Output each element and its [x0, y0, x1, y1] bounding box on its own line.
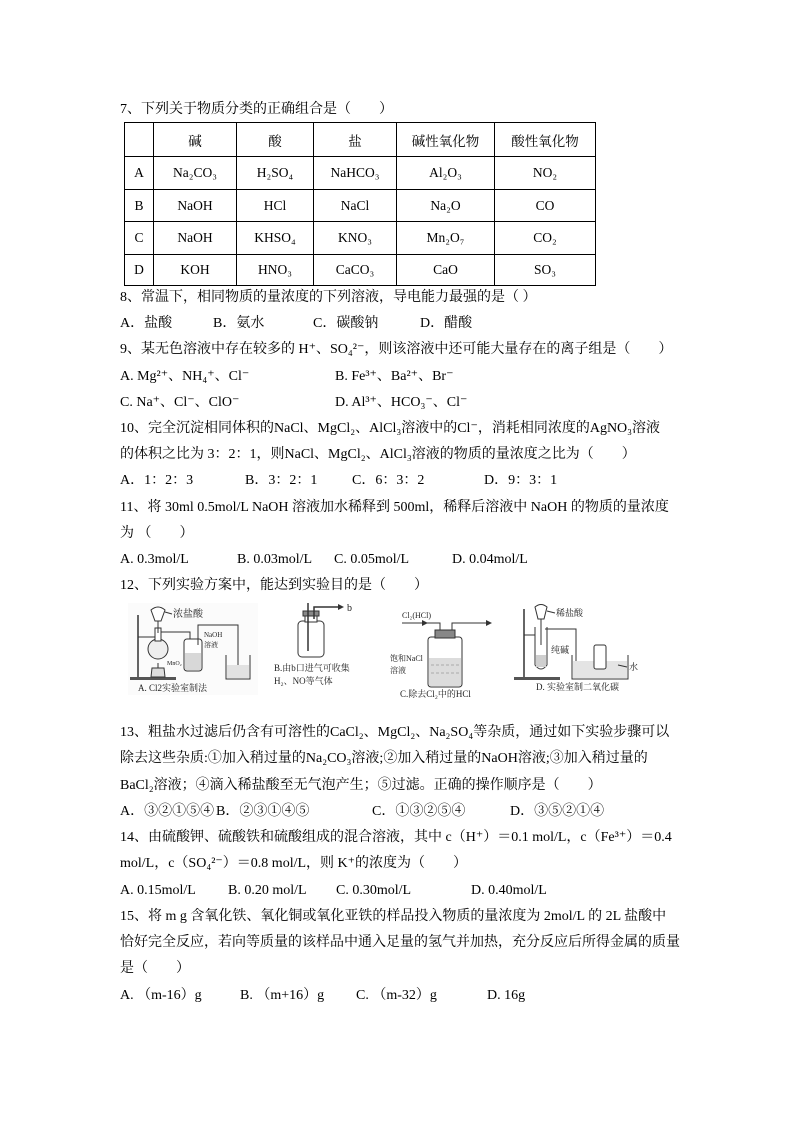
q13-line-3: BaCl₂溶液；④滴入稀盐酸至无气泡产生；⑤过滤。正确的操作顺序是（ ） [120, 778, 602, 793]
funnel-leader-line [547, 611, 555, 613]
q8-option-c: C．碳酸钠 [313, 316, 379, 331]
funnel-label: 稀盐酸 [556, 608, 584, 618]
figure-b-caption-line-1: B.由b口进气可收集 [274, 663, 350, 673]
q8-option-a: A．盐酸 [120, 316, 173, 331]
figure-a-caption: A. Cl2实验室制法 [138, 683, 208, 693]
q10-option-c: C．6：3：2 [352, 473, 425, 488]
figure-c-caption: C.除去Cl₂中的HCl [400, 689, 471, 699]
table-header-row [125, 123, 596, 157]
q8-stem: 8、常温下，相同物质的量浓度的下列溶液，导电能力最强的是（ ） [120, 290, 537, 305]
q13-option-b: B．②③①④⑤ [216, 804, 310, 819]
separatory-funnel [535, 605, 547, 620]
liquid-label-line-2: 溶液 [390, 666, 406, 675]
saturated-nacl-solution [429, 658, 461, 686]
q15-line-2: 恰好完全反应，若向等质量的该样品中通入足量的氢气并加热，充分反应后所得金属的质量 [120, 935, 680, 950]
table-cell: HNO₃ [237, 255, 314, 286]
q12-stem: 12、下列实验方案中，能达到实验目的是（ ） [120, 578, 428, 593]
figure-b-apparatus [270, 603, 375, 693]
q15-line-3: 是（ ） [120, 961, 190, 976]
table-cell: H₂SO₄ [237, 157, 314, 190]
q15-option-c: C. （m-32）g [356, 988, 437, 1003]
outlet-tube [452, 623, 486, 635]
row-label: D [125, 255, 154, 286]
q9-option-b: B. Fe³⁺、Ba²⁺、Br⁻ [335, 369, 454, 384]
q7-stem: 7、下列关于物质分类的正确组合是（ ） [120, 102, 393, 117]
q10-option-d: D．9：3：1 [484, 473, 558, 488]
classification-table [124, 122, 596, 286]
table-cell: NaCl [314, 190, 397, 222]
q10-line-1: 10、完全沉淀相同体积的NaCl、MgCl₂、AlCl₃溶液中的Cl⁻，消耗相同浓度的AgNO₃溶液 [120, 421, 661, 436]
q15-option-a: A. （m-16）g [120, 988, 202, 1003]
funnel-label: 浓盐酸 [173, 609, 203, 620]
figure-d-caption: D. 实验室制二氧化碳 [536, 682, 619, 692]
rubber-stopper [303, 611, 319, 616]
q13-option-a: A．③②①⑤④ [120, 804, 215, 819]
q11-line-2: 为 （ ） [120, 526, 194, 541]
q9-option-a: A. Mg²⁺、NH₄⁺、Cl⁻ [120, 369, 250, 384]
q8-option-d: D．醋酸 [420, 316, 473, 331]
table-header-blank [125, 123, 154, 157]
figure-d-apparatus [508, 603, 643, 693]
collecting-tube [594, 645, 606, 669]
outlet-arrow-icon [486, 620, 492, 626]
naoh-solution [185, 653, 201, 670]
table-cell: CaCO₃ [314, 255, 397, 286]
table-header-acid: 酸 [237, 123, 314, 157]
table-cell: CO₂ [495, 222, 596, 255]
q10-line-2: 的体积之比为 3：2：1，则NaCl、MgCl₂、AlCl₃溶液的物质的量浓度之比为（ ） [120, 447, 636, 462]
liquid-label-line-1: 饱和NaCl [390, 654, 423, 663]
gas-bottle [298, 621, 324, 657]
q8-option-b: B．氨水 [213, 316, 265, 331]
row-label: B [125, 190, 154, 222]
q10-option-a: A．1：2：3 [120, 473, 194, 488]
table-row [125, 157, 596, 190]
inlet-arrow-icon [422, 620, 428, 626]
q9-stem: 9、某无色溶液中存在较多的 H⁺、SO₄²⁻，则该溶液中还可能大量存在的离子组是（ ） [120, 342, 673, 357]
q13-option-d: D．③⑤②①④ [510, 804, 605, 819]
table-row [125, 255, 596, 286]
beaker-solution [227, 665, 249, 678]
row-label: C [125, 222, 154, 255]
q11-line-1: 11、将 30ml 0.5mol/L NaOH 溶液加水稀释到 500ml，稀释后溶液中 NaOH 的物质的量浓度 [120, 500, 669, 515]
table-cell: NaHCO₃ [314, 157, 397, 190]
table-row [125, 190, 596, 222]
figure-c-apparatus [390, 603, 495, 698]
table-header-basic-oxide: 碱性氧化物 [397, 123, 495, 157]
table-cell: SO₃ [495, 255, 596, 286]
water-label: 水 [629, 662, 639, 672]
table-cell: NO₂ [495, 157, 596, 190]
bottle-label-line-1: NaOH [204, 631, 223, 639]
figure-b-caption-line-2: H₂、NO等气体 [274, 676, 333, 686]
port-label: b [347, 603, 352, 614]
reagent-label: MnO₂ [167, 661, 182, 667]
sodium-carbonate-solid [536, 655, 546, 667]
solid-label: 纯碱 [551, 645, 570, 655]
table-cell: NaOH [154, 222, 237, 255]
table-cell: CO [495, 190, 596, 222]
q9-option-c: C. Na⁺、Cl⁻、ClO⁻ [120, 395, 240, 410]
table-cell: HCl [237, 190, 314, 222]
table-header-acidic-oxide: 酸性氧化物 [495, 123, 596, 157]
bottle-stopper [435, 630, 455, 638]
bottle-label-line-2: 溶液 [204, 641, 218, 649]
q10-option-b: B．3：2：1 [245, 473, 318, 488]
q14-option-a: A. 0.15mol/L [120, 883, 196, 898]
table-cell: Mn₂O₇ [397, 222, 495, 255]
q15-option-d: D. 16g [487, 988, 526, 1003]
table-cell: KOH [154, 255, 237, 286]
gas-label: Cl₂(HCl) [402, 611, 432, 620]
arrow-icon [338, 604, 344, 610]
q14-option-b: B. 0.20 mol/L [228, 883, 307, 898]
q13-line-1: 13、粗盐水过滤后仍含有可溶性的CaCl₂、MgCl₂、Na₂SO₄等杂质，通过如下实验步骤可以 [120, 725, 670, 740]
row-label: A [125, 157, 154, 190]
table-cell: Na₂CO₃ [154, 157, 237, 190]
q14-line-1: 14、由硫酸钾、硫酸铁和硫酸组成的混合溶液，其中 c（H⁺）＝0.1 mol/L，c（Fe³⁺）＝0.4 [120, 830, 672, 845]
table-cell: Al₂O₃ [397, 157, 495, 190]
q13-line-2: 除去这些杂质:①加入稍过量的Na₂CO₃溶液;②加入稍过量的NaOH溶液;③加入稍过量的 [120, 751, 648, 766]
q14-option-d: D. 0.40mol/L [471, 883, 547, 898]
table-header-salt: 盐 [314, 123, 397, 157]
q13-option-c: C．①③②⑤④ [372, 804, 466, 819]
table-cell: Na₂O [397, 190, 495, 222]
table-cell: CaO [397, 255, 495, 286]
table-cell: KHSO₄ [237, 222, 314, 255]
q9-option-d: D. Al³⁺、HCO₃⁻、Cl⁻ [335, 395, 468, 410]
table-cell: KNO₃ [314, 222, 397, 255]
q11-option-c: C. 0.05mol/L [334, 552, 410, 567]
q15-option-b: B. （m+16）g [240, 988, 325, 1003]
q11-option-a: A. 0.3mol/L [120, 552, 189, 567]
table-header-base: 碱 [154, 123, 237, 157]
q14-line-2: mol/L，c（SO₄²⁻）＝0.8 mol/L，则 K⁺的浓度为（ ） [120, 856, 468, 871]
table-row [125, 222, 596, 255]
figure-a-apparatus [128, 603, 258, 695]
alcohol-lamp [151, 668, 165, 677]
q11-option-b: B. 0.03mol/L [237, 552, 313, 567]
q11-option-d: D. 0.04mol/L [452, 552, 528, 567]
round-bottom-flask [148, 639, 168, 659]
iron-stand-base [514, 677, 560, 680]
q15-line-1: 15、将 m g 含氧化铁、氧化铜或氧化亚铁的样品投入物质的量浓度为 2mol/L 的 2L 盐酸中 [120, 909, 667, 924]
q14-option-c: C. 0.30mol/L [336, 883, 412, 898]
table-cell: NaOH [154, 190, 237, 222]
